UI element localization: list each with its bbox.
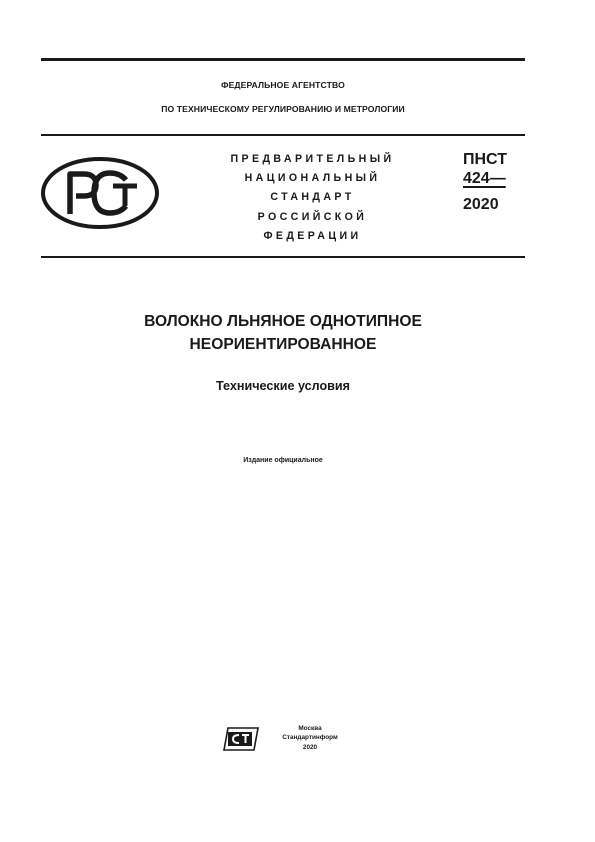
agency-line-1: ФЕДЕРАЛЬНОЕ АГЕНТСТВО xyxy=(221,80,345,90)
document-title-line: ВОЛОКНО ЛЬНЯНОЕ ОДНОТИПНОЕ xyxy=(144,313,422,330)
publisher-info xyxy=(270,724,350,752)
header-rule xyxy=(41,134,525,136)
standard-type-line: СТАНДАРТ xyxy=(270,191,355,204)
document-title-line: НЕОРИЕНТИРОВАННОЕ xyxy=(189,336,377,353)
standard-type-line: РОССИЙСКОЙ xyxy=(257,210,368,223)
publisher-year: 2020 xyxy=(302,743,318,751)
standard-designation: ПНСТ xyxy=(463,151,507,168)
top-rule xyxy=(41,58,525,61)
lower-rule xyxy=(41,256,525,258)
publisher-city: Москва xyxy=(298,725,322,732)
standard-type-line: ФЕДЕРАЦИИ xyxy=(263,229,362,242)
gost-r-logo-icon xyxy=(40,156,160,230)
standartinform-logo-icon xyxy=(222,724,260,752)
standard-number: 424— xyxy=(463,170,506,187)
agency-line-2: ПО ТЕХНИЧЕСКОМУ РЕГУЛИРОВАНИЮ И МЕТРОЛОГИИ xyxy=(161,104,405,114)
standard-type-line: ПРЕДВАРИТЕЛЬНЫЙ xyxy=(230,153,395,165)
document-subtitle: Технические условия xyxy=(215,379,350,393)
edition-note: Издание официальное xyxy=(243,457,323,464)
standard-type xyxy=(200,150,425,246)
standard-type-line: НАЦИОНАЛЬНЫЙ xyxy=(244,172,381,185)
standard-year: 2020 xyxy=(463,196,499,213)
publisher-name: Стандартинформ xyxy=(282,734,338,742)
standard-code xyxy=(463,150,507,214)
document-title xyxy=(41,310,525,356)
